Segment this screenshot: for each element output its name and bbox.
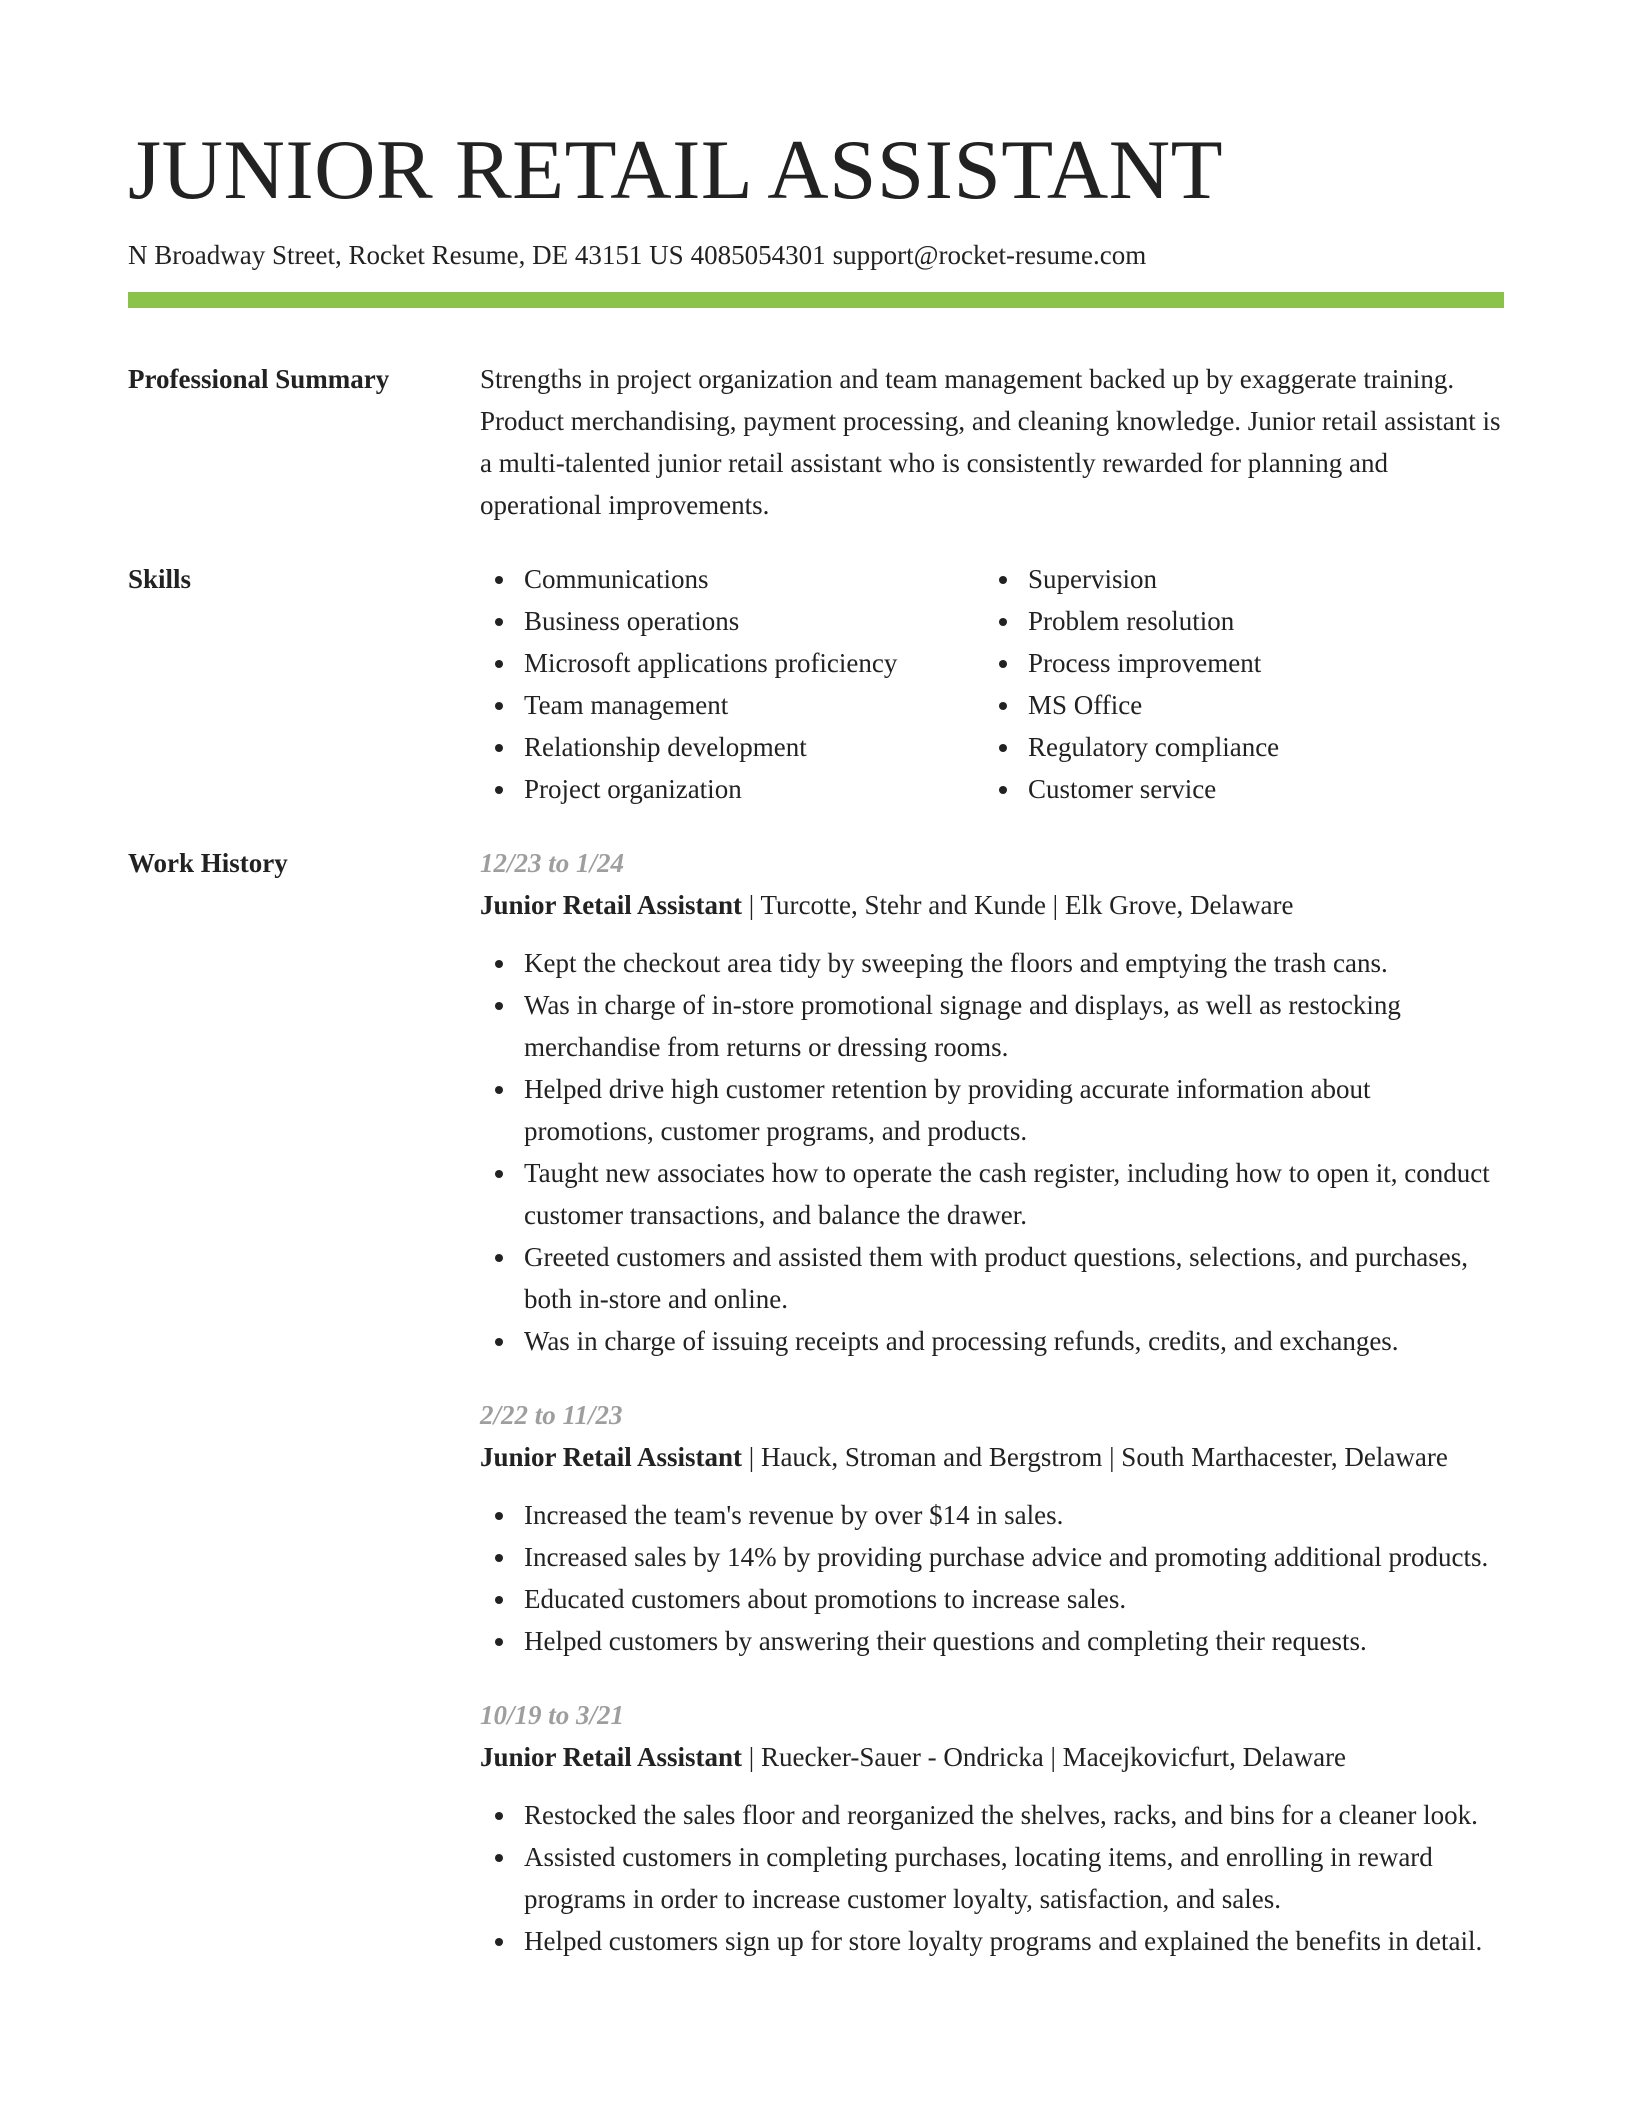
skills-columns [480,558,1504,810]
job-heading [480,884,1504,926]
job-dates: 10/19 to 3/21 [480,1700,625,1730]
job-bullet: Restocked the sales floor and reorganized the shelves, racks, and bins for a cleaner look. [480,1794,1504,1836]
job-entry [480,842,1504,1362]
summary-section [128,358,1504,526]
job-dates: 12/23 to 1/24 [480,848,625,878]
job-entry [480,1394,1504,1662]
resume-page [128,120,1504,1994]
skill-item: Relationship development [480,726,984,768]
job-dates: 2/22 to 11/23 [480,1400,623,1430]
job-bullet: Educated customers about promotions to increase sales. [480,1578,1504,1620]
job-bullet: Assisted customers in completing purchases, locating items, and enrolling in reward programs in order to increase customer loyalty, satisfaction, and sales. [480,1836,1504,1920]
skill-item: Supervision [984,558,1279,600]
job-bullet: Was in charge of in-store promotional signage and displays, as well as restocking merchandise from returns or dressing rooms. [480,984,1504,1068]
summary-text: Strengths in project organization and team management backed up by exaggerate training. Product merchandising, payment processing, and cleaning knowledge. Junior retail assistant is a multi-talented junior retail assistant who is consistently rewarded for planning and operational improvements. [480,364,1501,520]
skill-item: Business operations [480,600,984,642]
job-role: Junior Retail Assistant [480,1442,743,1472]
skills-column-2 [984,558,1279,810]
skill-item: Customer service [984,768,1279,810]
job-details: | Ruecker-Sauer - Ondricka | Macejkovicfurt, Delaware [742,1742,1347,1772]
skill-item: Project organization [480,768,984,810]
skill-item: Process improvement [984,642,1279,684]
job-details: | Hauck, Stroman and Bergstrom | South Marthacester, Delaware [742,1442,1448,1472]
skill-item: MS Office [984,684,1279,726]
skill-item: Problem resolution [984,600,1279,642]
skill-item: Team management [480,684,984,726]
header-divider [128,292,1504,308]
resume-name: JUNIOR RETAIL ASSISTANT [128,123,1224,217]
job-bullet: Helped customers by answering their questions and completing their requests. [480,1620,1504,1662]
job-bullets [480,942,1504,1362]
job-bullet: Increased the team's revenue by over $14 in sales. [480,1494,1504,1536]
job-bullet: Increased sales by 14% by providing purchase advice and promoting additional products. [480,1536,1504,1578]
job-heading [480,1736,1504,1778]
job-role: Junior Retail Assistant [480,1742,743,1772]
skill-item: Regulatory compliance [984,726,1279,768]
contact-phone: 4085054301 [690,240,826,270]
work-history-title: Work History [128,848,288,878]
job-bullet: Kept the checkout area tidy by sweeping the floors and emptying the trash cans. [480,942,1504,984]
job-bullet: Was in charge of issuing receipts and processing refunds, credits, and exchanges. [480,1320,1504,1362]
skill-item: Communications [480,558,984,600]
summary-title: Professional Summary [128,364,390,394]
job-bullets [480,1794,1504,1962]
skill-item: Microsoft applications proficiency [480,642,984,684]
job-heading [480,1436,1504,1478]
job-bullet: Helped customers sign up for store loyalty programs and explained the benefits in detail. [480,1920,1504,1962]
contact-address: N Broadway Street, Rocket Resume, DE 43151 US [128,240,684,270]
contact-email: support@rocket-resume.com [832,240,1147,270]
contact-line [128,238,1504,272]
skills-column-1 [480,558,984,810]
work-history-section [128,842,1504,1994]
job-details: | Turcotte, Stehr and Kunde | Elk Grove, Delaware [742,890,1294,920]
job-bullet: Taught new associates how to operate the cash register, including how to open it, conduct customer transactions, and balance the drawer. [480,1152,1504,1236]
job-bullets [480,1494,1504,1662]
skills-section [128,558,1504,810]
work-history-body [480,842,1504,1994]
job-bullet: Helped drive high customer retention by providing accurate information about promotions, customer programs, and products. [480,1068,1504,1152]
job-bullet: Greeted customers and assisted them with product questions, selections, and purchases, both in-store and online. [480,1236,1504,1320]
skills-title: Skills [128,564,192,594]
job-role: Junior Retail Assistant [480,890,743,920]
job-entry [480,1694,1504,1962]
